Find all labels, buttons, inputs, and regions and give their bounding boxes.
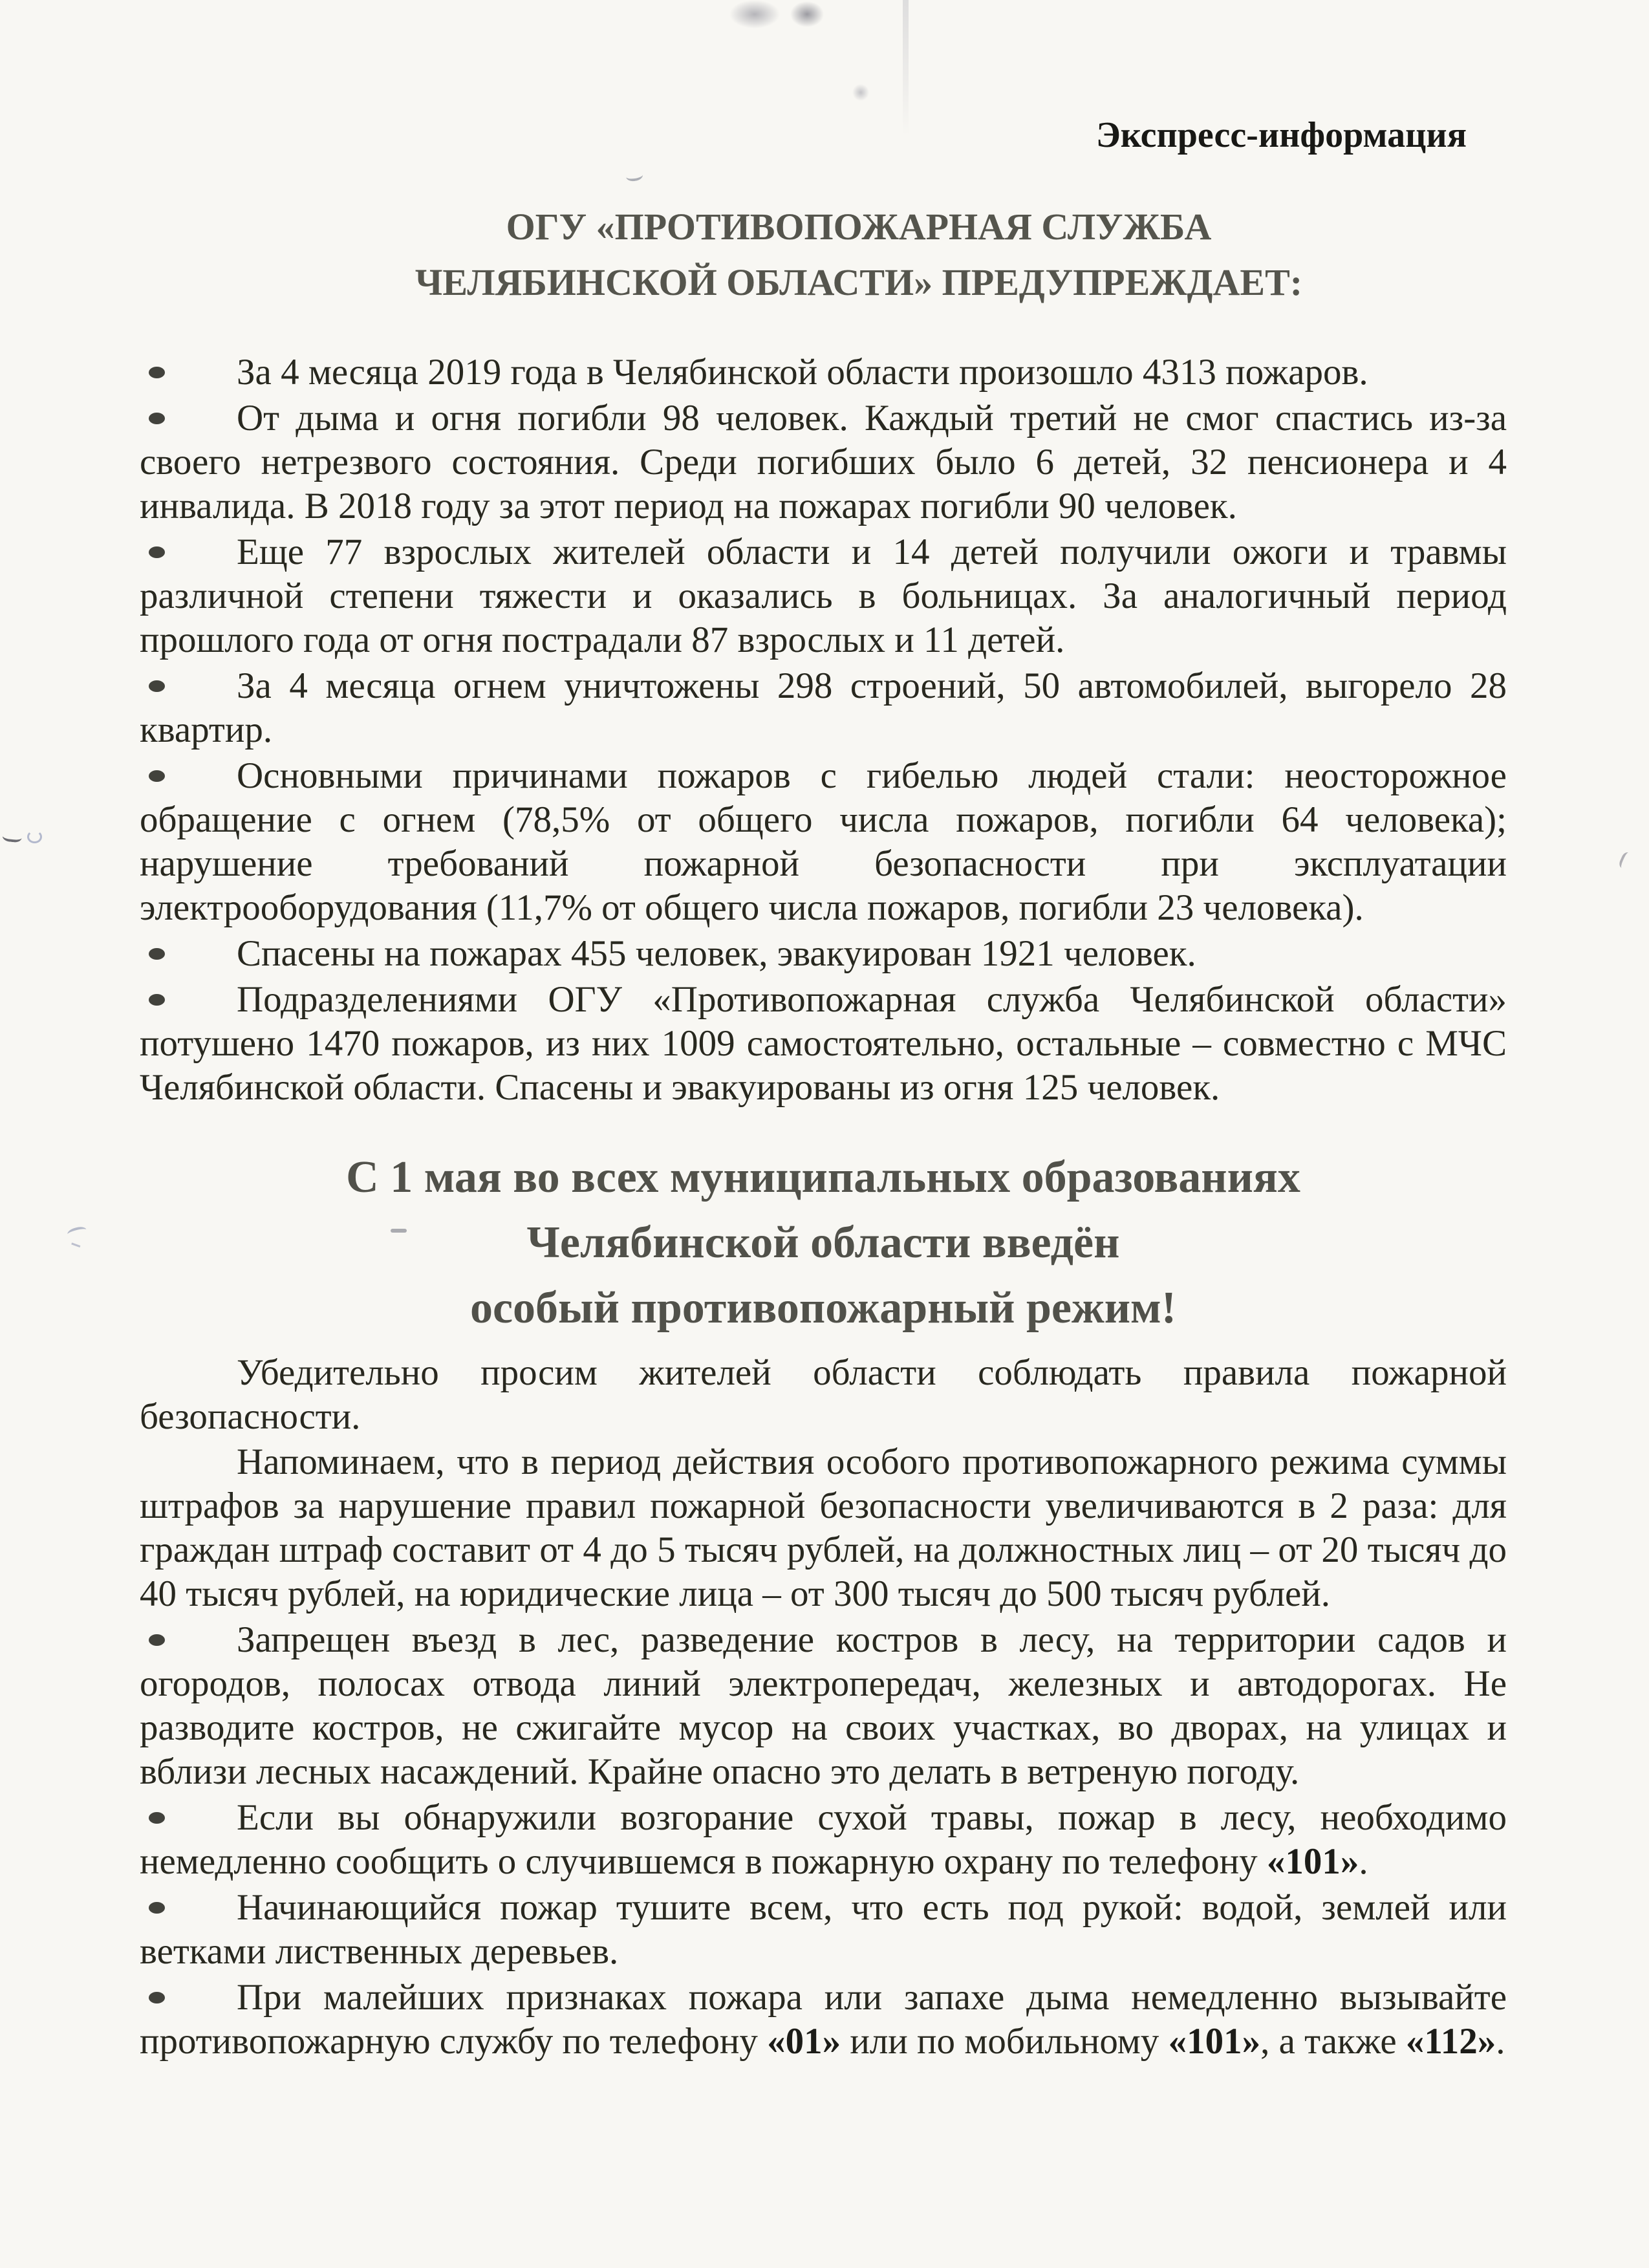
statistics-bullet-list <box>140 351 1507 1110</box>
text-segment: Напоминаем, что в период действия особого противопожарного режима суммы штрафов за нарушение правил пожарной безопасности увеличиваются в 2 раза: для граждан штраф составит от 4 до 5 тысяч рублей, на должностных лиц – от 20 тысяч до 40 тысяч рублей, на юридические лица – от 300 тысяч до 500 тысяч рублей. <box>140 1442 1507 1614</box>
scan-artifact <box>27 830 42 843</box>
fire-regime-heading-line3: особый противопожарный режим! <box>469 1283 1177 1333</box>
statistics-bullet-item <box>140 754 1507 930</box>
bullet-dot-icon <box>149 546 165 558</box>
text-segment: За 4 месяца огнем уничтожены 298 строений, 50 автомобилей, выгорело 28 квартир. <box>140 665 1507 750</box>
text-segment: При малейших признаках пожара или запахе дыма немедленно вызывайте противопожарную службу по телефону <box>140 1977 1507 2062</box>
bullet-dot-icon <box>149 680 165 692</box>
bullet-dot-icon <box>149 367 165 378</box>
scan-artifact <box>1617 851 1634 871</box>
document-type-label: Экспресс-информация <box>1095 115 1467 155</box>
text-segment: Подразделениями ОГУ «Противопожарная служба Челябинской области» потушено 1470 пожаров, из них 1009 самостоятельно, остальные – совместно с МЧС Челябинской области. Спасены и эвакуированы из огня 125 человек. <box>140 979 1507 1108</box>
document-title <box>140 199 1507 310</box>
document-body <box>140 0 1507 2066</box>
bullet-dot-icon <box>149 948 165 960</box>
text-segment: От дыма и огня погибли 98 человек. Каждый третий не смог спастись из-за своего нетрезвого состояния. Среди погибших было 6 детей, 32 пенсионера и 4 инвалида. В 2018 году за этот период на пожарах погибли 90 человек. <box>140 398 1507 526</box>
bullet-dot-icon <box>149 413 165 424</box>
document-title-line1: ОГУ «ПРОТИВОПОЖАРНАЯ СЛУЖБА <box>506 206 1212 248</box>
scan-artifact <box>2 828 23 843</box>
text-segment: Основными причинами пожаров с гибелью людей стали: неосторожное обращение с огнем (78,5% от общего числа пожаров, погибли 64 человека); нарушение требований пожарной безопасности при эксплуатации электрооборудования (11,7% от общего числа пожаров, погибли 23 человека). <box>140 755 1507 928</box>
bullet-dot-icon <box>149 1902 165 1914</box>
text-segment: Начинающийся пожар тушите всем, что есть под рукой: водой, землей или ветками лиственных деревьев. <box>140 1887 1507 1972</box>
bullet-dot-icon <box>149 770 165 782</box>
safety-rule-bullet-item <box>140 1618 1507 1794</box>
statistics-bullet-item <box>140 396 1507 528</box>
text-segment: или по мобильному <box>841 2021 1169 2062</box>
text-segment: . <box>1496 2021 1505 2062</box>
statistics-bullet-item <box>140 530 1507 662</box>
text-segment: Еще 77 взрослых жителей области и 14 детей получили ожоги и травмы различной степени тяжести и оказались в больницах. За аналогичный период прошлого года от огня пострадали 87 взрослых и 11 детей. <box>140 532 1507 660</box>
text-segment: Если вы обнаружили возгорание сухой травы, пожар в лесу, необходимо немедленно сообщить о случившемся в пожарную охрану по телефону <box>140 1797 1507 1882</box>
bullet-dot-icon <box>149 1992 165 2003</box>
appeal-paragraph <box>140 1440 1507 1616</box>
fire-regime-heading-line2: Челябинской области введён <box>526 1218 1120 1268</box>
text-segment: . <box>1359 1841 1368 1882</box>
statistics-bullet-item <box>140 664 1507 752</box>
text-segment: Убедительно просим жителей области соблюдать правила пожарной безопасности. <box>140 1352 1507 1437</box>
text-segment: Запрещен въезд в лес, разведение костров в лесу, на территории садов и огородов, полосах отвода линий электропередач, железных и автодорогах. Не разводите костров, не сжигайте мусор на своих участках, во дворах, на улицах и вблизи лесных насаждений. Крайне опасно это делать в ветреную погоду. <box>140 1619 1507 1792</box>
text-segment: Спасены на пожарах 455 человек, эвакуирован 1921 человек. <box>237 933 1196 974</box>
emphasized-phone-number: «101» <box>1168 2021 1261 2062</box>
emphasized-phone-number: «01» <box>767 2021 841 2062</box>
text-segment: За 4 месяца 2019 года в Челябинской области произошло 4313 пожаров. <box>237 352 1368 393</box>
bullet-dot-icon <box>149 1812 165 1824</box>
statistics-bullet-item <box>140 932 1507 976</box>
safety-rule-bullet-item <box>140 1976 1507 2064</box>
safety-rules-bullet-list <box>140 1618 1507 2064</box>
emphasized-phone-number: «112» <box>1405 2021 1496 2062</box>
safety-rule-bullet-item <box>140 1796 1507 1884</box>
statistics-bullet-item <box>140 351 1507 394</box>
fire-regime-heading-line1: С 1 мая во всех муниципальных образованиях <box>346 1152 1300 1202</box>
fire-regime-heading <box>140 1145 1507 1341</box>
scan-artifact <box>71 1237 83 1247</box>
appeal-paragraph <box>140 1351 1507 1439</box>
safety-rule-bullet-item <box>140 1886 1507 1974</box>
appeal-paragraphs <box>140 1351 1507 1616</box>
scan-artifact <box>67 1226 87 1239</box>
text-segment: , а также <box>1260 2021 1406 2062</box>
statistics-bullet-item <box>140 978 1507 1110</box>
document-title-line2: ЧЕЛЯБИНСКОЙ ОБЛАСТИ» ПРЕДУПРЕЖДАЕТ: <box>415 261 1303 303</box>
bullet-dot-icon <box>149 1634 165 1646</box>
bullet-dot-icon <box>149 994 165 1006</box>
emphasized-phone-number: «101» <box>1266 1841 1359 1882</box>
